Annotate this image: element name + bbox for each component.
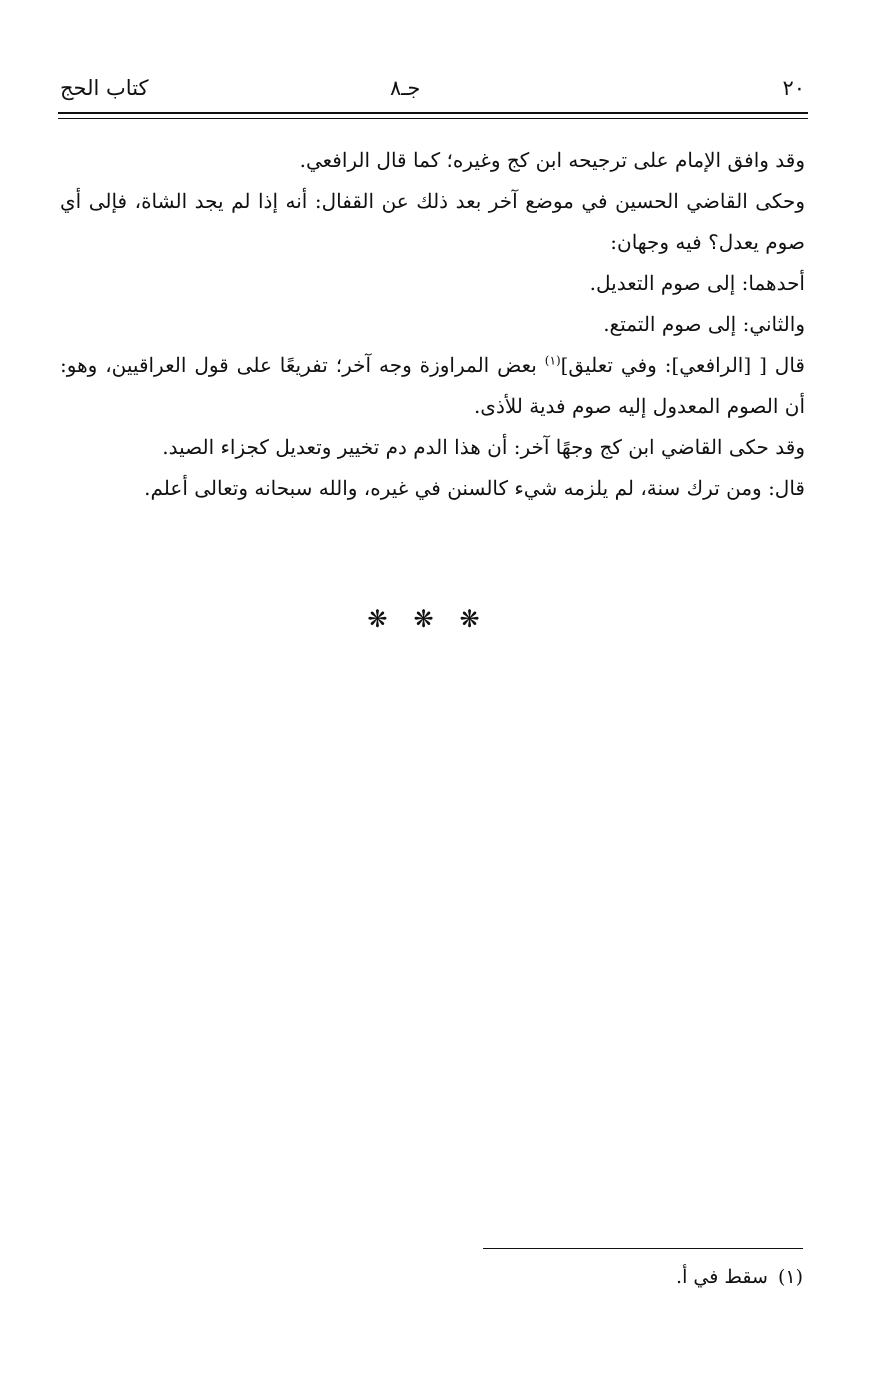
running-header bbox=[60, 72, 805, 112]
main-text bbox=[60, 140, 805, 509]
paragraph-text-after-note: بعض المراوزة وجه آخر؛ تفريعًا على قول العراقيين، وهو: أن الصوم المعدول إليه صوم فدية للأذى. bbox=[60, 353, 805, 418]
paragraph: والثاني: إلى صوم التمتع. bbox=[603, 312, 805, 336]
paragraph-text-before-note: قال [ [الرافعي]: وفي تعليق] bbox=[560, 353, 805, 377]
paragraph-with-footnote bbox=[60, 345, 805, 427]
paragraph: أحدهما: إلى صوم التعديل. bbox=[589, 271, 805, 295]
page-number: ٢٠ bbox=[782, 76, 805, 100]
footnote-marker: (١) bbox=[777, 1266, 803, 1288]
paragraph: وقد حكى القاضي ابن كج وجهًا آخر: أن هذا الدم دم تخيير وتعديل كجزاء الصيد. bbox=[162, 435, 805, 459]
footnote-text: سقط في أ. bbox=[676, 1266, 768, 1288]
paragraph: وحكى القاضي الحسين في موضع آخر بعد ذلك عن القفال: أنه إذا لم يجد الشاة، فإلى أي صوم يعدل؟ فيه وجهان: bbox=[60, 189, 805, 254]
footnote-reference: (١) bbox=[544, 353, 561, 368]
section-separator: ❋❋❋ bbox=[367, 605, 506, 633]
header-rule bbox=[58, 112, 808, 114]
footnote bbox=[400, 1262, 803, 1292]
volume-label: جـ٨ bbox=[390, 76, 421, 100]
header-rule-thin bbox=[58, 118, 808, 119]
paragraph: وقد وافق الإمام على ترجيحه ابن كج وغيره؛ كما قال الرافعي. bbox=[299, 148, 805, 172]
paragraph: قال: ومن ترك سنة، لم يلزمه شيء كالسنن في غيره، والله سبحانه وتعالى أعلم. bbox=[144, 476, 805, 500]
book-title: كتاب الحج bbox=[60, 76, 149, 100]
footnote-rule bbox=[483, 1248, 803, 1249]
